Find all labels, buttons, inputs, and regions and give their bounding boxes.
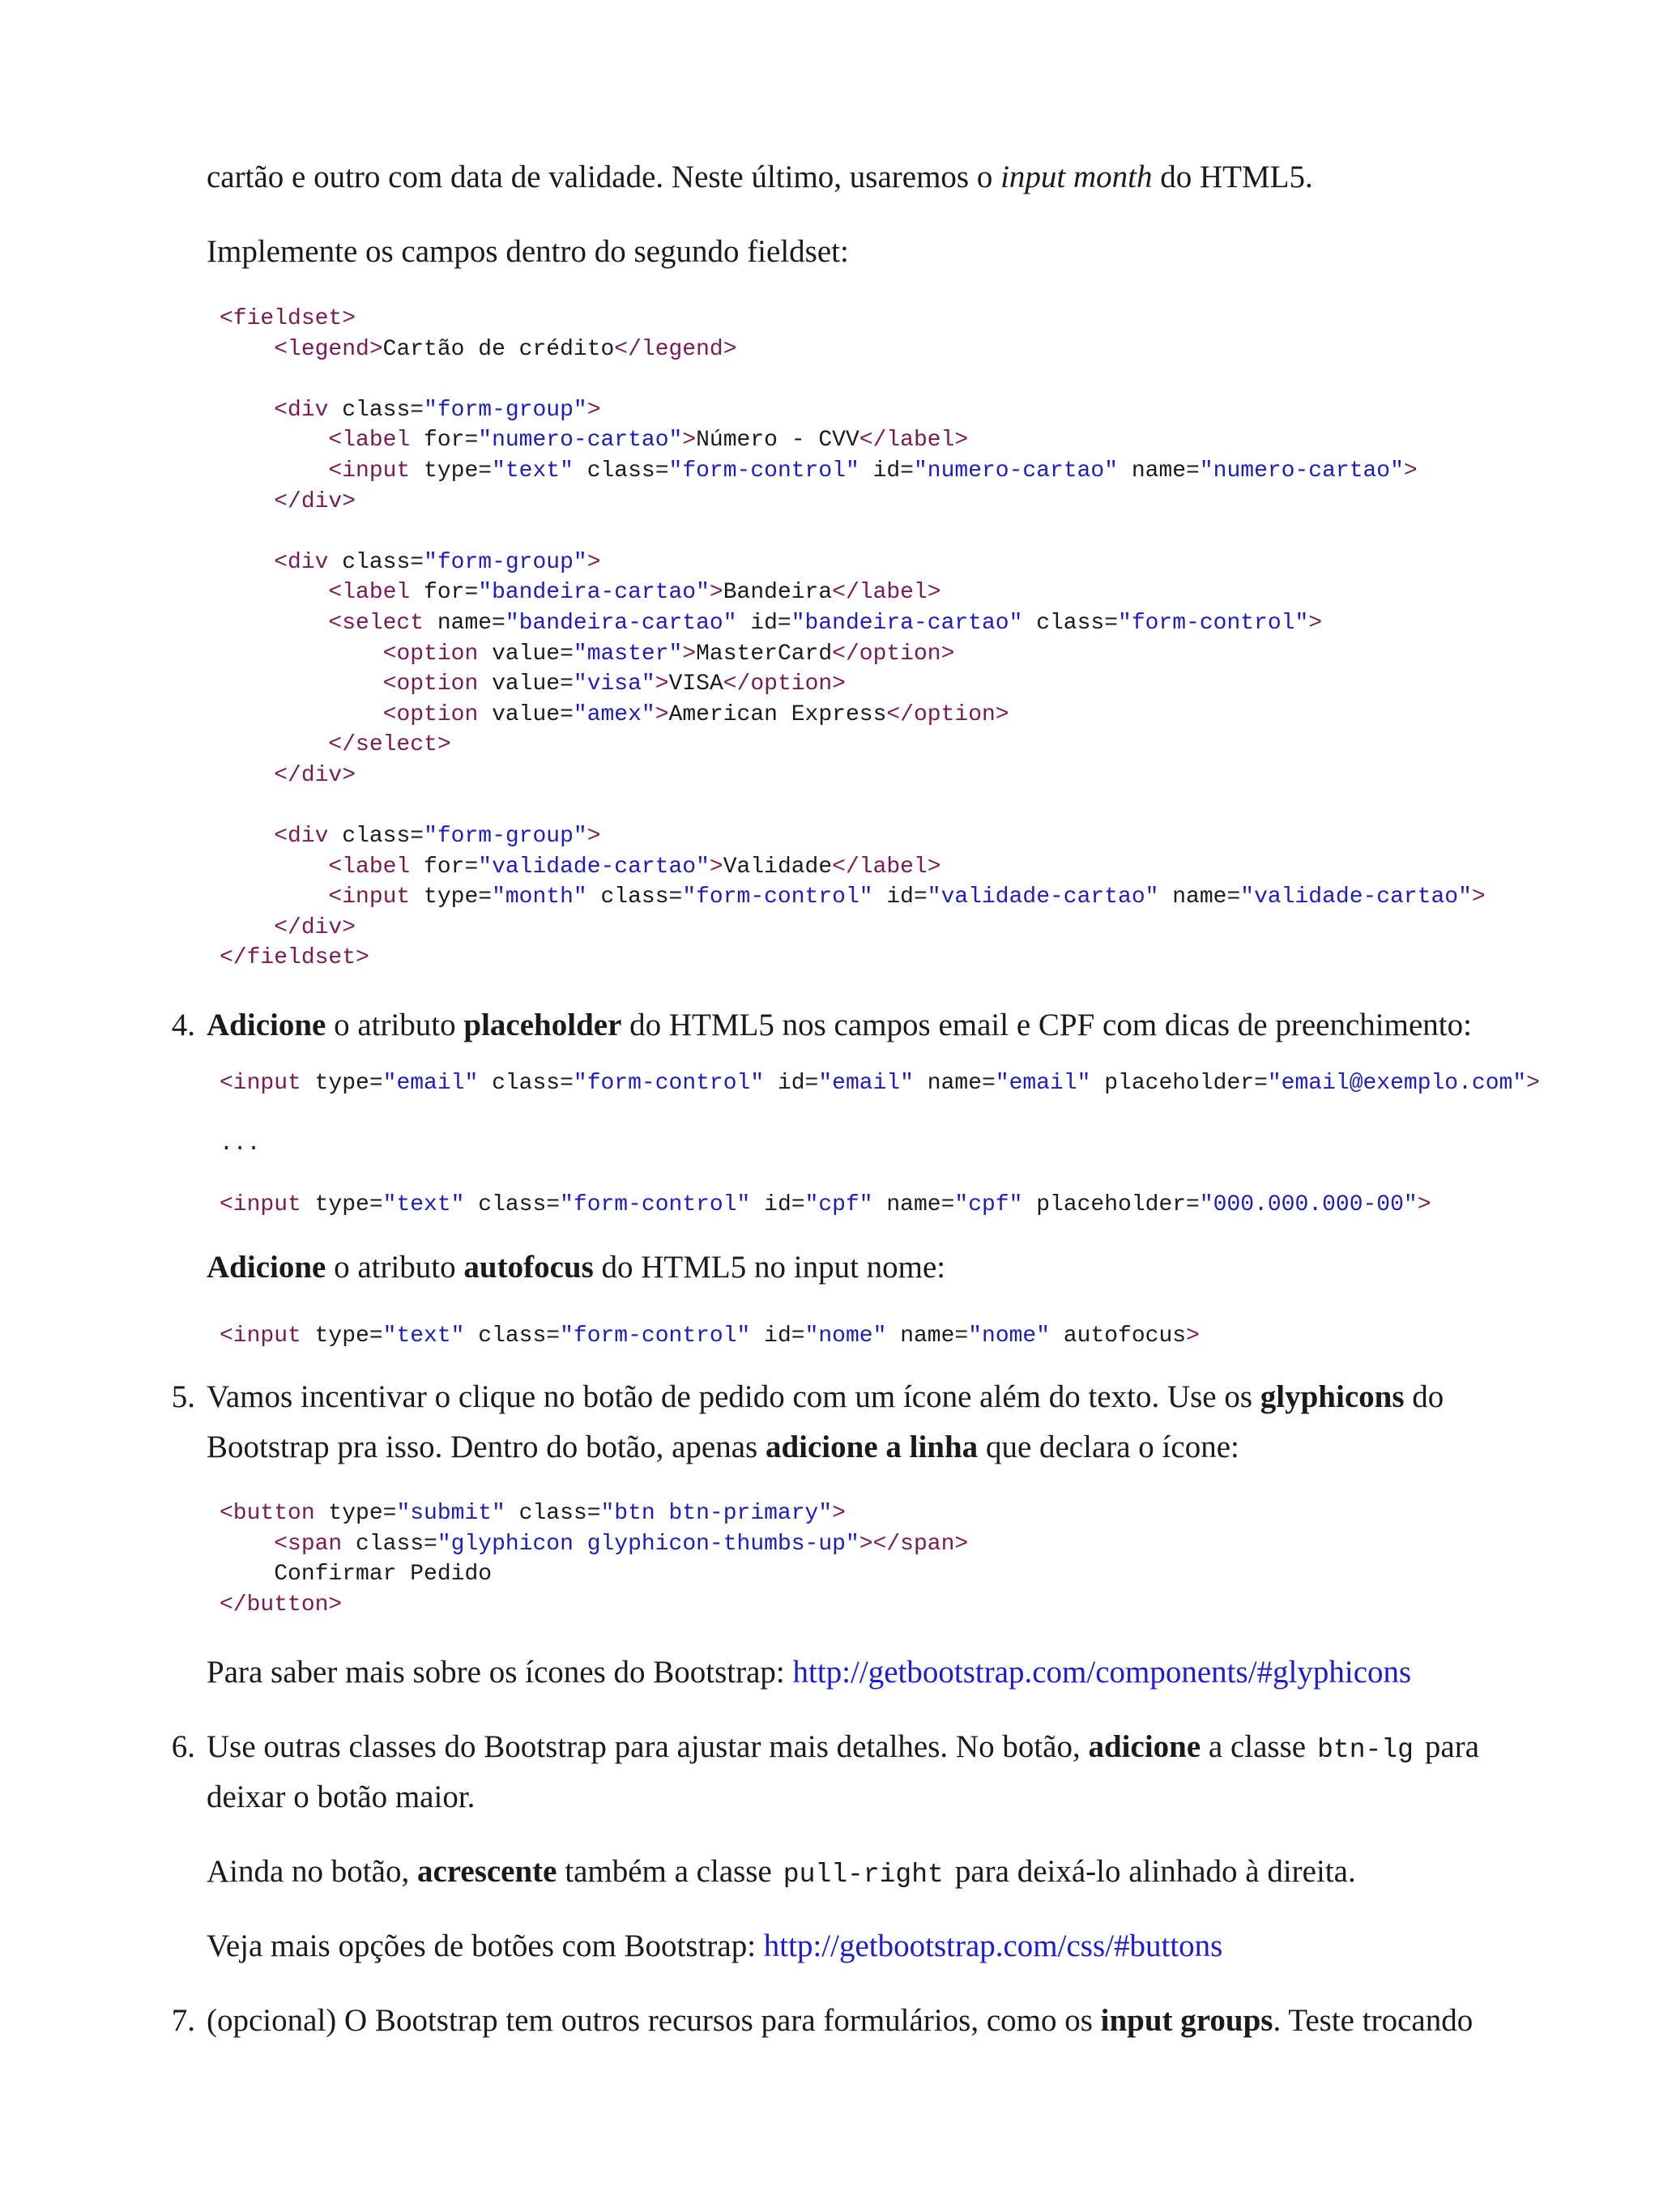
code-token: </div>	[274, 762, 356, 788]
code-token: >	[682, 428, 697, 454]
code-line	[220, 761, 1486, 791]
code-token: Confirmar Pedido	[220, 1562, 493, 1588]
code-token: </fieldset>	[220, 945, 369, 971]
code-line	[220, 395, 1486, 426]
code-token	[220, 489, 274, 514]
emphasis-input-month: input month	[1000, 160, 1153, 194]
code-token: "submit"	[396, 1501, 505, 1526]
code-token: "form-group"	[424, 549, 587, 575]
code-line	[220, 608, 1486, 639]
code-token	[220, 915, 274, 940]
code-line	[220, 913, 1486, 944]
item6-text-line-1: Use outras classes do Bootstrap para ajustar mais detalhes. No botão, adicione a classe btn-lg para	[207, 1729, 1480, 1765]
code-token: for=	[424, 854, 479, 880]
code-token: class=	[464, 1192, 561, 1217]
code-line	[220, 791, 1486, 822]
code-token	[220, 671, 383, 697]
code-token: <input	[220, 1323, 315, 1349]
code-token: class=	[1022, 610, 1119, 636]
code-token: <input	[328, 458, 424, 484]
code-token: id=	[750, 1323, 805, 1349]
code-token: "glyphicon glyphicon-thumbs-up"	[437, 1531, 859, 1557]
code-token: "validade-cartao"	[1240, 884, 1472, 910]
code-line	[220, 730, 1486, 761]
code-token: "000.000.000-00"	[1199, 1192, 1418, 1217]
code-token	[220, 337, 274, 362]
code-token: type=	[314, 1071, 383, 1096]
code-token: <option	[382, 701, 493, 727]
code-token: for=	[424, 580, 479, 606]
code-token: class=	[342, 549, 424, 575]
code-line	[220, 852, 1486, 883]
code-token: type=	[314, 1323, 383, 1349]
code-token	[220, 611, 328, 636]
item4-autofocus-text: Adicione o atributo autofocus do HTML5 no input nome:	[207, 1250, 946, 1285]
code-token: Número - CVV	[696, 428, 859, 454]
code-token: class=	[342, 397, 424, 423]
code-block-nome-input	[220, 1321, 1200, 1352]
code-line	[220, 1498, 968, 1529]
code-token: "bandeira-cartao"	[478, 580, 710, 606]
code-block-fieldset	[220, 304, 1486, 974]
code-token: class=	[586, 884, 683, 910]
code-token: name=	[872, 1192, 955, 1217]
code-token: </option>	[832, 641, 955, 667]
code-token	[220, 1532, 274, 1557]
code-token: type=	[424, 884, 493, 910]
code-token: ...	[220, 1132, 261, 1157]
code-token: "text"	[382, 1323, 465, 1349]
code-line	[220, 304, 1486, 335]
code-token: value=	[492, 701, 574, 727]
code-block-email-input	[220, 1068, 1540, 1099]
code-token: Validade	[723, 854, 833, 880]
code-token	[220, 732, 328, 757]
code-line	[220, 578, 1486, 608]
code-token: </label>	[832, 580, 941, 606]
intro-line-2: Implemente os campos dentro do segundo fieldset:	[207, 234, 849, 269]
code-token: class=	[505, 1501, 601, 1526]
inline-code-btn-lg: btn-lg	[1317, 1735, 1414, 1765]
intro-line-1: cartão e outro com data de validade. Neste último, usaremos o input month do HTML5.	[207, 160, 1313, 194]
code-block-ellipsis	[220, 1129, 260, 1160]
code-token: class=	[573, 458, 669, 484]
code-token: "form-control"	[1118, 610, 1309, 636]
code-token: <option	[382, 671, 493, 697]
code-token: <label	[328, 428, 424, 454]
code-token: class=	[478, 1071, 574, 1096]
code-token: Bandeira	[723, 580, 833, 606]
code-line	[220, 943, 1486, 974]
code-token: "numero-cartao"	[913, 458, 1119, 484]
code-token	[220, 641, 383, 667]
code-token: "email"	[818, 1071, 914, 1096]
code-token: <select	[328, 610, 437, 636]
item6-text-line-2: deixar o botão maior.	[207, 1779, 476, 1814]
code-token	[220, 398, 274, 423]
code-block-cpf-input	[220, 1190, 1431, 1221]
code-token: <option	[382, 641, 493, 667]
code-token: <label	[328, 854, 424, 880]
list-number-5: 5.	[171, 1379, 195, 1414]
code-token: id=	[859, 458, 914, 484]
code-token: </div>	[274, 488, 356, 514]
code-token: class=	[356, 1531, 437, 1557]
code-line	[220, 1068, 1540, 1099]
list-number-6: 6.	[171, 1729, 195, 1764]
code-line	[220, 1559, 968, 1590]
code-token: </div>	[274, 914, 356, 940]
code-token: </legend>	[614, 336, 737, 362]
item5-text-line-2: Bootstrap pra isso. Dentro do botão, apenas adicione a linha que declara o ícone:	[207, 1430, 1239, 1464]
code-token: "nome"	[804, 1323, 887, 1349]
code-token: <input	[220, 1071, 315, 1096]
code-token: for=	[424, 428, 479, 454]
code-line	[220, 1529, 968, 1560]
code-token: <legend>	[274, 336, 383, 362]
code-token: "month"	[492, 884, 587, 910]
code-line	[220, 882, 1486, 913]
code-token: "form-group"	[424, 824, 587, 850]
code-token: "email"	[995, 1071, 1091, 1096]
code-token: "cpf"	[804, 1192, 873, 1217]
code-token: <button	[220, 1501, 329, 1526]
code-token: name=	[1118, 458, 1200, 484]
code-token: placeholder=	[1090, 1071, 1268, 1096]
code-line	[220, 639, 1486, 670]
code-token	[220, 855, 328, 880]
list-number-7: 7.	[171, 2003, 195, 2038]
code-token: <div	[274, 549, 343, 575]
code-token: >	[655, 701, 669, 727]
code-token: "numero-cartao"	[478, 428, 683, 454]
code-token: name=	[437, 610, 505, 636]
code-token: >	[586, 549, 601, 575]
code-token	[220, 763, 274, 788]
code-token: >	[655, 671, 669, 697]
code-token: <div	[274, 397, 343, 423]
code-line	[220, 821, 1486, 852]
code-token: "text"	[382, 1192, 465, 1217]
code-token: id=	[736, 610, 791, 636]
code-token: "text"	[492, 458, 574, 484]
code-line	[220, 1590, 968, 1621]
code-token: "validade-cartao"	[927, 884, 1159, 910]
code-token: "numero-cartao"	[1199, 458, 1404, 484]
code-token: Cartão de crédito	[382, 336, 615, 362]
code-token: value=	[492, 641, 574, 667]
code-line	[220, 425, 1486, 456]
code-token: name=	[913, 1071, 996, 1096]
code-block-button	[220, 1498, 968, 1620]
code-token: "btn btn-primary"	[600, 1501, 833, 1526]
code-token: class=	[342, 824, 424, 850]
code-token	[220, 702, 383, 727]
code-token: value=	[492, 671, 574, 697]
code-token: id=	[750, 1192, 805, 1217]
code-token: >	[586, 397, 601, 423]
item6-pull-right-text: Ainda no botão, acrescente também a classe pull-right para deixá-lo alinhado à direita.	[207, 1854, 1356, 1890]
glyphicons-link[interactable]: http://getbootstrap.com/components/#glyphicons	[792, 1655, 1412, 1690]
code-token: "validade-cartao"	[478, 854, 710, 880]
code-token: </label>	[859, 428, 969, 454]
list-number-4: 4.	[171, 1008, 195, 1042]
code-token: class=	[464, 1323, 561, 1349]
code-token: >	[1471, 884, 1486, 910]
code-token: id=	[872, 884, 928, 910]
code-token: "form-group"	[424, 397, 587, 423]
code-token: >	[1403, 458, 1418, 484]
code-token	[220, 458, 328, 484]
code-token: >	[682, 641, 697, 667]
code-token: name=	[1158, 884, 1241, 910]
code-line	[220, 1190, 1431, 1221]
code-token: >	[832, 1501, 846, 1526]
code-token: "email@exemplo.com"	[1267, 1071, 1527, 1096]
code-line	[220, 456, 1486, 487]
code-token: MasterCard	[696, 641, 833, 667]
code-token: "visa"	[573, 671, 655, 697]
code-line	[220, 1321, 1200, 1352]
code-token: </select>	[328, 732, 451, 758]
code-token: >	[1526, 1071, 1540, 1096]
code-token: </option>	[723, 671, 846, 697]
code-token: >	[709, 580, 723, 606]
item5-text-line-1: Vamos incentivar o clique no botão de pedido com um ícone além do texto. Use os glyphicons do	[207, 1379, 1444, 1414]
code-token: type=	[328, 1501, 397, 1526]
code-line	[220, 1129, 260, 1160]
code-line	[220, 364, 1486, 395]
code-token: autofocus	[1050, 1323, 1187, 1349]
code-token: American Express	[668, 701, 887, 727]
code-token: "bandeira-cartao"	[791, 610, 1023, 636]
code-token: "form-control"	[682, 884, 873, 910]
item4-text: Adicione o atributo placeholder do HTML5 nos campos email e CPF com dicas de preenchimento:	[207, 1008, 1472, 1042]
code-token: "bandeira-cartao"	[505, 610, 737, 636]
code-line	[220, 487, 1486, 518]
code-token: <label	[328, 580, 424, 606]
code-line	[220, 335, 1486, 365]
code-token: <div	[274, 824, 343, 850]
code-token: </button>	[220, 1592, 343, 1617]
code-token: ></span>	[859, 1531, 969, 1557]
code-token: </option>	[886, 701, 1009, 727]
code-token: type=	[424, 458, 493, 484]
code-token: VISA	[668, 671, 723, 697]
item7-text: (opcional) O Bootstrap tem outros recursos para formulários, como os input groups. Teste trocando	[207, 2003, 1473, 2038]
code-token: >	[1417, 1192, 1431, 1217]
code-token: >	[1186, 1323, 1200, 1349]
buttons-link[interactable]: http://getbootstrap.com/css/#buttons	[763, 1929, 1223, 1963]
code-token: "amex"	[573, 701, 655, 727]
code-token	[220, 824, 274, 849]
code-token	[220, 550, 274, 575]
code-token: "master"	[573, 641, 683, 667]
code-token: <fieldset>	[220, 306, 356, 331]
code-line	[220, 517, 1486, 548]
code-token: "form-control"	[573, 1071, 765, 1096]
code-token: "cpf"	[954, 1192, 1023, 1217]
item6-buttons-info: Veja mais opções de botões com Bootstrap: http://getbootstrap.com/css/#buttons	[207, 1929, 1223, 1963]
code-token: placeholder=	[1022, 1192, 1200, 1217]
code-token	[220, 580, 328, 605]
code-token: "form-control"	[560, 1192, 751, 1217]
code-token: >	[709, 854, 723, 880]
code-token: >	[1308, 610, 1323, 636]
code-token: <input	[328, 884, 424, 910]
code-token: name=	[886, 1323, 969, 1349]
code-token: >	[586, 824, 601, 850]
code-token	[220, 884, 328, 910]
code-token: id=	[764, 1071, 819, 1096]
code-line	[220, 700, 1486, 731]
code-token: "form-control"	[560, 1323, 751, 1349]
code-token: <span	[274, 1531, 356, 1557]
code-token: type=	[314, 1192, 383, 1217]
code-line	[220, 669, 1486, 700]
code-line	[220, 548, 1486, 578]
code-token: "nome"	[968, 1323, 1051, 1349]
code-token	[220, 428, 328, 453]
code-token: "form-control"	[668, 458, 859, 484]
code-token: "email"	[382, 1071, 479, 1096]
inline-code-pull-right: pull-right	[783, 1860, 944, 1890]
code-token: <input	[220, 1192, 315, 1217]
item5-more-info: Para saber mais sobre os ícones do Bootstrap: http://getbootstrap.com/components/#glyphicons	[207, 1655, 1412, 1690]
code-token: </label>	[832, 854, 941, 880]
